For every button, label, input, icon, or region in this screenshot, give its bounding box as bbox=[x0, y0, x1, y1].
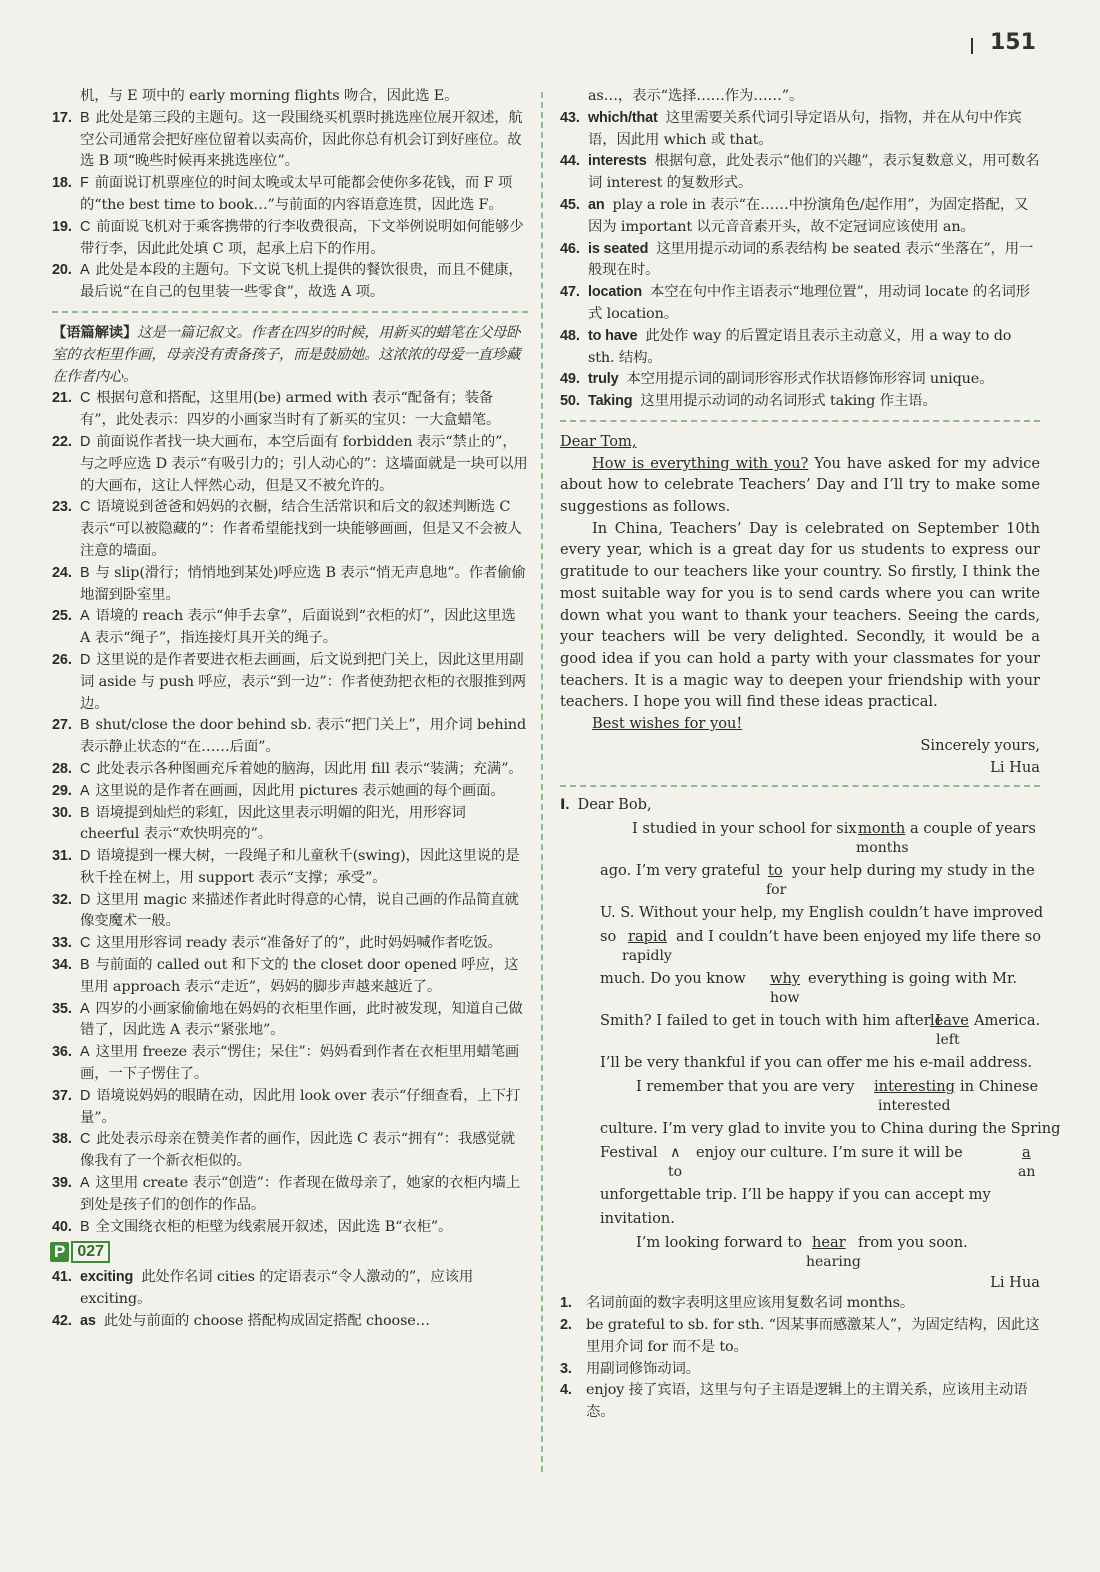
note-text: 名词前面的数字表明这里应该用复数名词 months。 bbox=[586, 1295, 915, 1312]
answer-letter: B bbox=[80, 1218, 90, 1235]
letter-closing: Sincerely yours, bbox=[920, 736, 1040, 754]
item-explanation: 此处作 way 的后置定语且表示主动意义，用 a way to do sth. 结构。 bbox=[588, 327, 1012, 366]
item-explanation: 根据句意，此处表示“他们的兴趣”，表示复数意义，用可数名词 interest 的复数形式。 bbox=[588, 153, 1040, 192]
answer-item bbox=[52, 108, 528, 173]
item-number: 19. bbox=[52, 218, 72, 235]
answer-letter: A bbox=[80, 1175, 90, 1192]
item-number: 38. bbox=[52, 1131, 72, 1148]
correction-line: I’m looking forward to hear hearing from you soon. bbox=[636, 1234, 968, 1271]
item-explanation: 本空在句中作主语表示“地理位置”，用动词 locate 的名词形式 location。 bbox=[588, 284, 1030, 322]
answer-letter: D bbox=[80, 651, 91, 668]
answer-word: exciting bbox=[80, 1269, 134, 1286]
answer-letter: A bbox=[80, 608, 90, 625]
note-number: 3. bbox=[560, 1360, 572, 1377]
correction-line: I remember that you are very interesting interested in Chinese bbox=[636, 1078, 1039, 1115]
passage-intro bbox=[52, 322, 528, 388]
answer-item bbox=[560, 151, 1040, 195]
note-number: 1. bbox=[560, 1295, 572, 1312]
item-explanation: 四岁的小画家偷偷地在妈妈的衣柜里作画，此时被发现，知道自己做错了，因此选 A 表示“紧张地”。 bbox=[80, 1000, 523, 1039]
item-explanation: 与 slip(滑行；悄悄地到某处)呼应选 B 表示“悄无声息地”。作者偷偷地溜到卧室里。 bbox=[80, 564, 526, 603]
answer-word: an bbox=[588, 196, 605, 213]
correction-greeting: Dear Bob, bbox=[577, 796, 652, 814]
item-number: 25. bbox=[52, 608, 72, 625]
answer-item bbox=[52, 1217, 528, 1239]
item-number: 32. bbox=[52, 891, 72, 908]
answer-item bbox=[560, 108, 1040, 152]
answer-letter: B bbox=[80, 564, 90, 581]
note-item bbox=[560, 1315, 1040, 1359]
answer-item bbox=[52, 173, 528, 217]
item-explanation: 此处是第三段的主题句。这一段围绕买机票时挑选座位展开叙述，航空公司通常会把好座位留着以卖高价，因此你总有机会订到好座位。故选 B 项“晚些时候再来挑选座位”。 bbox=[80, 109, 523, 170]
correction-line: ago. I’m very grateful to for your help during my study in the bbox=[600, 862, 1035, 899]
notes-list bbox=[560, 1293, 1040, 1424]
item-explanation: 此处表示母亲在赞美作者的画作，因此选 C 表示“拥有”：我感觉就像我有了一个新衣柜似的。 bbox=[80, 1131, 515, 1170]
item-number: 18. bbox=[52, 175, 72, 192]
item-explanation: 这里说的是作者在画画，因此用 pictures 表示她画的每个画面。 bbox=[95, 782, 505, 799]
carry-text: 机，与 E 项中的 early morning flights 吻合，因此选 E。 bbox=[80, 88, 459, 104]
header-bar bbox=[971, 38, 973, 54]
answer-item bbox=[52, 955, 528, 999]
correction-line: much. Do you know why how everything is going with Mr. bbox=[600, 970, 1018, 1007]
correction-line: Festival ∧ to enjoy our culture. I’m sure it will be a an bbox=[600, 1144, 1036, 1181]
note-item bbox=[560, 1293, 1040, 1315]
answer-letter: B bbox=[80, 717, 90, 734]
error-correction bbox=[560, 796, 1061, 1292]
answer-item bbox=[52, 217, 528, 261]
item-number: 22. bbox=[52, 433, 72, 450]
item-number: 27. bbox=[52, 717, 72, 734]
answer-item bbox=[52, 606, 528, 650]
correction-line: so rapid rapidly and I couldn’t have been enjoyed my life there so bbox=[600, 928, 1042, 965]
answer-item bbox=[52, 803, 528, 847]
letter-para-3: Best wishes for you! bbox=[592, 715, 743, 733]
item-explanation: shut/close the door behind sb. 表示“把门关上”，用介词 behind 表示静止状态的“在……后面”。 bbox=[80, 717, 527, 756]
item-explanation: 这里用 create 表示“创造”：作者现在做母亲了，她家的衣柜内墙上到处是孩子们的创作的作品。 bbox=[80, 1175, 521, 1213]
answer-letter: A bbox=[80, 782, 90, 799]
note-text: enjoy 接了宾语，这里与句子主语是逻辑上的主谓关系，应该用主动语态。 bbox=[586, 1382, 1028, 1421]
item-number: 20. bbox=[52, 262, 72, 279]
answer-item bbox=[560, 282, 1040, 326]
answer-letter: C bbox=[80, 935, 91, 952]
item-explanation: 语境说妈妈的眼睛在动，因此用 look over 表示“仔细查看，上下打量”。 bbox=[80, 1087, 521, 1126]
correction-line: U. S. Without your help, my English couldn’t have improved bbox=[600, 904, 1044, 922]
item-explanation: 这里需要关系代词引导定语从句，指物，并在从句中作宾语，因此用 which 或 that。 bbox=[588, 109, 1022, 148]
item-number: 33. bbox=[52, 935, 72, 952]
answer-list-1 bbox=[52, 108, 528, 304]
letter-greeting: Dear Tom, bbox=[560, 432, 637, 450]
item-explanation: 此处是本段的主题句。下文说飞机上提供的餐饮很贵，而且不健康，最后说“在自己的包里装一些零食”，故选 A 项。 bbox=[80, 262, 523, 301]
answer-letter: C bbox=[80, 499, 91, 516]
item-number: 26. bbox=[52, 651, 72, 668]
item-number: 39. bbox=[52, 1175, 72, 1192]
correction-line: Smith? I failed to get in touch with him after I leave left America. bbox=[600, 1012, 1041, 1049]
answer-letter: B bbox=[80, 109, 90, 126]
item-number: 37. bbox=[52, 1087, 72, 1104]
item-explanation: play a role in 表示“在……中扮演角色/起作用”，为固定搭配，又因为 important 以元音音素开头，故不定冠词应该使用 an。 bbox=[588, 196, 1029, 235]
item-explanation: 语境提到一棵大树，一段绳子和儿童秋千(swing)，因此这里说的是秋千拴在树上，用 support 表示“支撑；承受”。 bbox=[80, 848, 520, 886]
answer-item bbox=[560, 391, 1040, 413]
answer-item bbox=[52, 432, 528, 497]
item-explanation: 此处表示各种图画充斥着她的脑海，因此用 fill 表示“装满；充满”。 bbox=[96, 760, 523, 777]
item-number: 50. bbox=[560, 393, 580, 410]
item-number: 17. bbox=[52, 109, 72, 126]
item-number: 45. bbox=[560, 196, 580, 213]
item-number: 36. bbox=[52, 1044, 72, 1061]
answer-letter: C bbox=[80, 218, 91, 235]
letter-para-2: In China, Teachers’ Day is celebrated on September 10th every year, which is a great day for us students to express our gratitude to our teachers like your country. So firstly, I think the most suitable way for you is to send cards where you can write down what you want to thank your teachers. Seeing the cards, your teachers will be very delighted. Secondly, it would be a good idea if you can hold a party with your classmates for your teachers. It is a magic way to deepen your friendship with your teachers. I hope you will find these ideas practical. bbox=[560, 519, 1040, 711]
answer-letter: F bbox=[80, 175, 89, 192]
item-explanation: 这里用 magic 来描述作者此时得意的心情，说自己画的作品简直就像变魔术一般。 bbox=[80, 891, 519, 930]
answer-item bbox=[52, 1129, 528, 1173]
item-explanation: 语境的 reach 表示“伸手去拿”，后面说到“衣柜的灯”，因此这里选 A 表示“绳子”，指连接灯具开关的绳子。 bbox=[80, 608, 516, 647]
answer-word: truly bbox=[588, 371, 619, 388]
answer-letter: C bbox=[80, 1131, 91, 1148]
left-column bbox=[52, 86, 528, 1333]
item-number: 23. bbox=[52, 499, 72, 516]
answer-item bbox=[52, 1173, 528, 1217]
dashed-separator bbox=[560, 420, 1040, 422]
item-explanation: 语境说到爸爸和妈妈的衣橱，结合生活常识和后文的叙述判断选 C 表示“可以被隐藏的”：作者希望能找到一块能够画画，但是又不会被人注意的墙面。 bbox=[80, 499, 522, 559]
item-explanation: 前面说作者找一块大画布，本空后面有 forbidden 表示“禁止的”，与之呼应选 D 表示“有吸引力的；引人动心的”：这墙面就是一块可以用的大画布，这让人怦然心动，但是又不被允许的。 bbox=[80, 433, 528, 494]
answer-word: which/that bbox=[588, 109, 658, 126]
item-explanation: 与前面的 called out 和下文的 the closet door opened 呼应，这里用 approach 表示“走近”，妈妈的脚步声越来越近了。 bbox=[80, 957, 519, 995]
answer-item bbox=[560, 326, 1040, 370]
page-badge bbox=[50, 1241, 110, 1263]
answer-list-2 bbox=[52, 388, 528, 1238]
item-explanation: 根据句意和搭配，这里用(be) armed with 表示“配备有；装备有”，此处表示：四岁的小画家当时有了新买的宝贝：一大盒蜡笔。 bbox=[80, 390, 501, 429]
answer-item bbox=[560, 239, 1040, 283]
answer-item bbox=[52, 781, 528, 803]
insert-caret: ∧ bbox=[670, 1144, 681, 1162]
answer-word: interests bbox=[588, 153, 647, 170]
answer-item bbox=[52, 260, 528, 304]
answer-item bbox=[52, 1311, 528, 1333]
intro-label: 【语篇解读】 bbox=[52, 323, 138, 341]
item-explanation: 这里用提示动词的系表结构 be seated 表示“坐落在”，用一般现在时。 bbox=[588, 240, 1034, 279]
item-explanation: 本空用提示词的副词形容形式作状语修饰形容词 unique。 bbox=[626, 371, 994, 388]
answer-word: to have bbox=[588, 327, 638, 344]
answer-item bbox=[52, 846, 528, 890]
answer-item bbox=[52, 1267, 528, 1311]
section-label: Ⅰ. bbox=[560, 797, 570, 814]
correction-signature: Li Hua bbox=[990, 1274, 1040, 1292]
sample-letter bbox=[560, 431, 1040, 778]
intro-text: 这是一篇记叙文。作者在四岁的时候，用新买的蜡笔在父母卧室的衣柜里作画，母亲没有责备孩子，而是鼓励她。这浓浓的母爱一直珍藏在作者内心。 bbox=[52, 324, 521, 385]
item-number: 49. bbox=[560, 371, 580, 388]
dashed-separator bbox=[52, 311, 528, 313]
answer-word: is seated bbox=[588, 240, 649, 257]
answer-letter: D bbox=[80, 891, 91, 908]
note-text: be grateful to sb. for sth. “因某事而感激某人”，为固定结构，因此这里用介词 for 而不是 to。 bbox=[586, 1317, 1040, 1355]
item-number: 48. bbox=[560, 327, 580, 344]
answer-item bbox=[560, 195, 1040, 239]
item-explanation: 全文围绕衣柜的柜壁为线索展开叙述，因此选 B“衣柜”。 bbox=[95, 1218, 453, 1235]
correction-line: unforgettable trip. I’ll be happy if you can accept my bbox=[600, 1186, 991, 1204]
answer-item bbox=[52, 497, 528, 562]
item-explanation: 语境提到灿烂的彩虹，因此这里表示明媚的阳光，用形容词 cheerful 表示“欢快明亮的”。 bbox=[80, 804, 466, 843]
answer-word: Taking bbox=[588, 393, 633, 410]
note-text: 用副词修饰动词。 bbox=[586, 1360, 700, 1377]
item-number: 34. bbox=[52, 957, 72, 974]
badge-number: 027 bbox=[71, 1241, 110, 1263]
item-number: 42. bbox=[52, 1313, 72, 1330]
answer-list-r bbox=[560, 108, 1040, 413]
answer-item bbox=[560, 369, 1040, 391]
answer-letter: C bbox=[80, 390, 91, 407]
answer-letter: B bbox=[80, 804, 90, 821]
badge-p: P bbox=[50, 1242, 69, 1262]
column-divider bbox=[541, 92, 543, 1472]
item-number: 47. bbox=[560, 284, 580, 301]
note-number: 4. bbox=[560, 1382, 572, 1399]
item-explanation: 这里说的是作者要进衣柜去画画，后文说到把门关上，因此这里用副词 aside 与 push 呼应，表示“到一边”：作者使劲把衣柜的衣服推到两边。 bbox=[80, 651, 526, 712]
item-explanation: 前面说飞机对于乘客携带的行李收费很高，下文举例说明如何能够少带行李，因此此处填 C 项，起承上启下的作用。 bbox=[80, 218, 524, 257]
item-explanation: 前面说订机票座位的时间太晚或太早可能都会使你多花钱，而 F 项的“the best time to book…”与前面的内容语意连贯，因此选 F。 bbox=[80, 175, 513, 213]
letter-signature: Li Hua bbox=[990, 758, 1040, 776]
answer-item bbox=[52, 715, 528, 759]
dashed-separator bbox=[560, 785, 1040, 787]
answer-letter: D bbox=[80, 433, 91, 450]
answer-item bbox=[52, 388, 528, 432]
answer-item bbox=[52, 933, 528, 955]
item-number: 46. bbox=[560, 240, 580, 257]
correction-line: I’ll be very thankful if you can offer me his e-mail address. bbox=[600, 1054, 1033, 1072]
answer-item bbox=[52, 999, 528, 1043]
item-number: 31. bbox=[52, 848, 72, 865]
note-item bbox=[560, 1359, 1040, 1381]
item-number: 44. bbox=[560, 153, 580, 170]
answer-item bbox=[52, 1086, 528, 1130]
answer-letter: C bbox=[80, 760, 91, 777]
answer-letter: B bbox=[80, 957, 90, 974]
item-number: 24. bbox=[52, 564, 72, 581]
correction-line: culture. I’m very glad to invite you to China during the Spring bbox=[600, 1120, 1061, 1138]
answer-item bbox=[52, 650, 528, 715]
item-number: 40. bbox=[52, 1218, 72, 1235]
answer-letter: A bbox=[80, 262, 90, 279]
correction-line: I studied in your school for six month months a couple of years bbox=[632, 820, 1036, 857]
item-explanation: 此处与前面的 choose 搭配构成固定搭配 choose… bbox=[103, 1313, 430, 1330]
item-explanation: 这里用形容词 ready 表示“准备好了的”，此时妈妈喊作者吃饭。 bbox=[96, 935, 502, 952]
item-explanation: 此处作名词 cities 的定语表示“令人激动的”，应该用 exciting。 bbox=[80, 1269, 474, 1308]
item-explanation: 这里用 freeze 表示“愣住；呆住”：妈妈看到作者在衣柜里用蜡笔画画，一下子愣住了。 bbox=[80, 1044, 520, 1083]
item-number: 43. bbox=[560, 109, 580, 126]
page-number: 151 bbox=[990, 30, 1036, 55]
right-column bbox=[560, 86, 1061, 1424]
answer-letter: D bbox=[80, 848, 91, 865]
carry-text: as…，表示“选择……作为……”。 bbox=[588, 88, 804, 104]
letter-para-1: How is everything with you? You have asked for my advice about how to celebrate Teachers’ Day and I’ll try to make some suggestions as follows. bbox=[560, 454, 1040, 516]
item-number: 21. bbox=[52, 390, 72, 407]
item-number: 28. bbox=[52, 760, 72, 777]
answer-word: location bbox=[588, 284, 642, 301]
item-number: 30. bbox=[52, 804, 72, 821]
note-number: 2. bbox=[560, 1317, 572, 1333]
correction-line: invitation. bbox=[600, 1210, 675, 1228]
answer-item bbox=[52, 563, 528, 607]
item-number: 41. bbox=[52, 1269, 72, 1286]
answer-list-3 bbox=[52, 1267, 528, 1332]
answer-letter: D bbox=[80, 1087, 91, 1104]
note-item bbox=[560, 1380, 1040, 1424]
answer-item bbox=[52, 759, 528, 781]
item-number: 35. bbox=[52, 1000, 72, 1017]
answer-letter: A bbox=[80, 1000, 90, 1017]
item-explanation: 这里用提示动词的动名词形式 taking 作主语。 bbox=[640, 393, 937, 410]
answer-word: as bbox=[80, 1313, 96, 1330]
answer-item bbox=[52, 890, 528, 934]
answer-letter: A bbox=[80, 1044, 90, 1061]
answer-item bbox=[52, 1042, 528, 1086]
item-number: 29. bbox=[52, 782, 72, 799]
